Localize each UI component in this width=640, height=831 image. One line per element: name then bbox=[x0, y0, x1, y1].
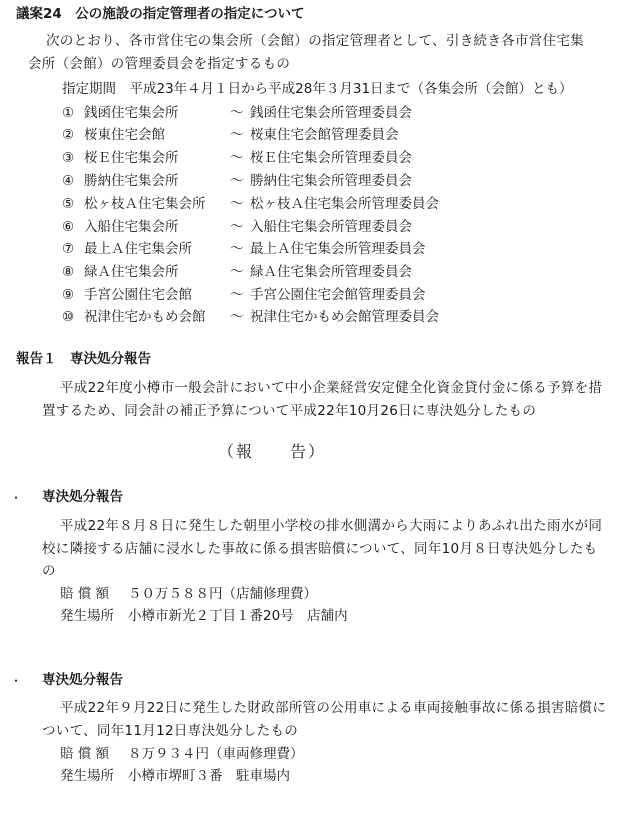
tilde-separator: ～ bbox=[230, 264, 244, 280]
item-number: ⑦ bbox=[62, 241, 75, 257]
case1-body-line-3: の bbox=[42, 563, 56, 579]
facility-name: 緑Ａ住宅集会所 bbox=[84, 264, 179, 280]
case1-body-line-1: 平成22年８月８日に発生した朝里小学校の排水側溝から大雨によりあふれ出た雨水が同 bbox=[60, 518, 603, 534]
manager-name: 桜東住宅会館管理委員会 bbox=[250, 127, 399, 143]
case2-place-label: 発生場所 bbox=[60, 768, 114, 784]
report1-body-line-1: 平成22年度小樽市一般会計において中小企業経営安定健全化資金貸付金に係る予算を措 bbox=[60, 380, 603, 396]
item-number: ③ bbox=[62, 150, 75, 166]
facility-name: 最上Ａ住宅集会所 bbox=[84, 241, 192, 257]
case1-place-label: 発生場所 bbox=[60, 608, 114, 624]
facility-name: 銭函住宅集会所 bbox=[84, 105, 179, 121]
agenda-title: 議案24 公の施設の指定管理者の指定について bbox=[16, 6, 305, 22]
facility-name: 桜東住宅会館 bbox=[84, 127, 165, 143]
report1-title: 報告１ 専決処分報告 bbox=[16, 351, 151, 367]
case2-amount-value: ８万９３４円（車両修理費） bbox=[128, 746, 304, 762]
item-number: ⑤ bbox=[62, 196, 75, 212]
case2-body-line-1: 平成22年９月22日に発生した財政部所管の公用車による車両接触事故に係る損害賠償に bbox=[60, 700, 607, 716]
facility-name: 祝津住宅かもめ会館 bbox=[84, 309, 206, 325]
report1-body-line-2: 置するため、同会計の補正予算について平成22年10月26日に専決処分したもの bbox=[42, 403, 537, 419]
agenda-body-line-2: 会所（会館）の管理委員会を指定するもの bbox=[28, 56, 291, 72]
item-number: ② bbox=[62, 127, 75, 143]
tilde-separator: ～ bbox=[230, 287, 244, 303]
item-number: ⑩ bbox=[62, 309, 75, 325]
facility-name: 勝納住宅集会所 bbox=[84, 173, 179, 189]
case2-title: 専決処分報告 bbox=[42, 672, 123, 688]
case2-body-line-2: ついて、同年11月12日専決処分したもの bbox=[42, 723, 299, 739]
item-number: ⑥ bbox=[62, 219, 75, 235]
item-number: ① bbox=[62, 105, 75, 121]
tilde-separator: ～ bbox=[230, 173, 244, 189]
case1-body-line-2: 校に隣接する店舗に浸水した事故に係る損害賠償について、同年10月８日専決処分したも bbox=[42, 541, 598, 557]
bullet-point: ・ bbox=[10, 491, 23, 505]
item-number: ⑧ bbox=[62, 264, 75, 280]
manager-name: 手宮公園住宅会館管理委員会 bbox=[250, 287, 426, 303]
manager-name: 祝津住宅かもめ会館管理委員会 bbox=[250, 309, 439, 325]
bullet-point: ・ bbox=[10, 674, 23, 688]
manager-name: 勝納住宅集会所管理委員会 bbox=[250, 173, 412, 189]
manager-name: 緑Ａ住宅集会所管理委員会 bbox=[250, 264, 412, 280]
case2-amount-label: 賠 償 額 bbox=[60, 746, 110, 762]
designation-period: 指定期間 平成23年４月１日から平成28年３月31日まで（各集会所（会館）とも） bbox=[62, 81, 573, 97]
tilde-separator: ～ bbox=[230, 241, 244, 257]
case1-title: 専決処分報告 bbox=[42, 489, 123, 505]
facility-name: 桜Ｅ住宅集会所 bbox=[84, 150, 179, 166]
manager-name: 最上Ａ住宅集会所管理委員会 bbox=[250, 241, 426, 257]
manager-name: 松ヶ枝Ａ住宅集会所管理委員会 bbox=[250, 196, 439, 212]
facility-name: 手宮公園住宅会館 bbox=[84, 287, 192, 303]
manager-name: 入船住宅集会所管理委員会 bbox=[250, 219, 412, 235]
case2-place-value: 小樽市堺町３番 駐車場内 bbox=[128, 768, 290, 784]
tilde-separator: ～ bbox=[230, 309, 244, 325]
facility-name: 入船住宅集会所 bbox=[84, 219, 179, 235]
facility-name: 松ヶ枝Ａ住宅集会所 bbox=[84, 196, 206, 212]
tilde-separator: ～ bbox=[230, 150, 244, 166]
tilde-separator: ～ bbox=[230, 127, 244, 143]
case1-place-value: 小樽市新光２丁目１番20号 店舗内 bbox=[128, 608, 348, 624]
manager-name: 銭函住宅集会所管理委員会 bbox=[250, 105, 412, 121]
manager-name: 桜Ｅ住宅集会所管理委員会 bbox=[250, 150, 412, 166]
case1-amount-value: ５０万５８８円（店舗修理費） bbox=[128, 586, 317, 602]
tilde-separator: ～ bbox=[230, 196, 244, 212]
agenda-body-line-1: 次のとおり、各市営住宅の集会所（会館）の指定管理者として、引き続き各市営住宅集 bbox=[46, 33, 584, 49]
case1-amount-label: 賠 償 額 bbox=[60, 586, 110, 602]
item-number: ④ bbox=[62, 173, 75, 189]
houkoku-heading: （報 告） bbox=[218, 442, 327, 461]
tilde-separator: ～ bbox=[230, 105, 244, 121]
tilde-separator: ～ bbox=[230, 219, 244, 235]
item-number: ⑨ bbox=[62, 287, 75, 303]
